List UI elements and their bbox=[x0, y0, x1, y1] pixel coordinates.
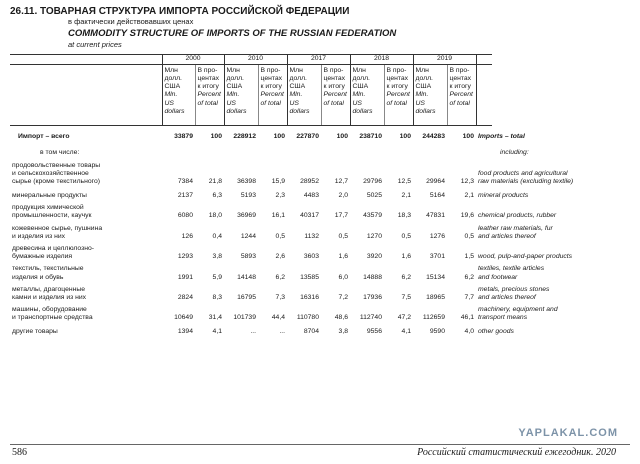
row-label-line: и изделия из них bbox=[12, 232, 66, 240]
value-percent: 0,5 bbox=[401, 232, 411, 240]
value-percent: 8,3 bbox=[212, 293, 222, 301]
unit-percent: В про- центах к итогу Percent of total bbox=[195, 65, 224, 126]
value-percent: 100 bbox=[336, 133, 348, 141]
table-row bbox=[10, 241, 492, 261]
row-label-line: древесина и целлюлозно- bbox=[12, 244, 95, 252]
unit-mln-usd: Млн долл. США Mln. US dollars bbox=[350, 65, 384, 126]
header-corner-units bbox=[10, 65, 162, 126]
row-label-ru bbox=[10, 158, 162, 187]
value-percent: 2,1 bbox=[464, 191, 474, 199]
value-percent: 2,6 bbox=[275, 253, 285, 261]
year-header: 2010 bbox=[224, 55, 287, 65]
value-mln-usd: 112659 bbox=[422, 314, 445, 322]
row-label-ru bbox=[10, 186, 162, 200]
row-label-ru bbox=[10, 302, 162, 322]
row-label-en-line: food products and agricultural bbox=[478, 169, 568, 177]
row-label-ru bbox=[10, 126, 162, 142]
import-structure-table bbox=[10, 54, 574, 336]
value-mln-usd: 3603 bbox=[303, 253, 319, 261]
value-mln-usd: 112740 bbox=[359, 314, 382, 322]
value-percent: 6,2 bbox=[275, 273, 285, 281]
row-label-en bbox=[476, 200, 557, 220]
value-mln-usd: 17936 bbox=[363, 293, 382, 301]
row-label-ru bbox=[10, 142, 162, 158]
row-label-en-line: and articles thereof bbox=[478, 232, 536, 240]
value-mln-usd: 43579 bbox=[363, 212, 382, 220]
value-mln-usd: 1991 bbox=[177, 273, 193, 281]
value-mln-usd: 8704 bbox=[303, 328, 319, 336]
table-row bbox=[10, 142, 492, 158]
table-title-en: COMMODITY STRUCTURE OF IMPORTS OF THE RUSSIAN FEDERATION bbox=[68, 28, 397, 39]
value-percent bbox=[447, 142, 476, 158]
year-header: 2017 bbox=[287, 55, 350, 65]
value-percent: 2,0 bbox=[338, 191, 348, 199]
value-percent: 1,6 bbox=[338, 253, 348, 261]
value-percent bbox=[258, 142, 287, 158]
value-mln-usd bbox=[413, 142, 447, 158]
row-label-en-line: transport means bbox=[478, 314, 528, 322]
watermark: YAPLAKAL.COM bbox=[518, 427, 618, 439]
row-label-line: текстиль, текстильные bbox=[12, 265, 84, 273]
value-mln-usd: 16316 bbox=[300, 293, 319, 301]
value-mln-usd: 10649 bbox=[174, 314, 193, 322]
row-label-en bbox=[476, 158, 574, 187]
value-percent: 0,5 bbox=[464, 232, 474, 240]
row-label-en-line: leather raw materials, fur bbox=[478, 224, 553, 232]
value-mln-usd: 244283 bbox=[422, 133, 445, 141]
table-row bbox=[10, 186, 492, 200]
row-label-en-line: metals, precious stones bbox=[478, 285, 550, 293]
value-mln-usd bbox=[350, 142, 384, 158]
row-label-en bbox=[476, 241, 573, 261]
row-label-line: Импорт – всего bbox=[18, 133, 70, 141]
row-label-en bbox=[476, 282, 550, 302]
table-row bbox=[10, 302, 492, 322]
row-label-en-line: raw materials (excluding textile) bbox=[478, 177, 574, 185]
value-percent: 5,9 bbox=[212, 273, 222, 281]
value-mln-usd: 29796 bbox=[363, 177, 382, 185]
value-percent: 18,3 bbox=[397, 212, 411, 220]
value-mln-usd: 40317 bbox=[300, 212, 319, 220]
table-title-ru: 26.11. ТОВАРНАЯ СТРУКТУРА ИМПОРТА РОССИЙСКОЙ ФЕДЕРАЦИИ bbox=[10, 6, 350, 17]
value-percent bbox=[384, 142, 413, 158]
value-mln-usd: 4483 bbox=[303, 191, 319, 199]
value-percent: 6,3 bbox=[212, 191, 222, 199]
value-percent: 7,3 bbox=[275, 293, 285, 301]
row-label-line: и сельскохозяйственное bbox=[12, 169, 89, 177]
row-label-ru bbox=[10, 261, 162, 281]
value-percent: 100 bbox=[273, 133, 285, 141]
value-percent: 3,8 bbox=[212, 253, 222, 261]
value-percent: 7,7 bbox=[464, 293, 474, 301]
row-label-en bbox=[476, 261, 545, 281]
value-percent bbox=[321, 142, 350, 158]
value-mln-usd: 16795 bbox=[237, 293, 256, 301]
value-mln-usd: 228912 bbox=[233, 133, 256, 141]
value-mln-usd: 33879 bbox=[174, 133, 193, 141]
row-label-line: продовольственные товары bbox=[12, 161, 101, 169]
row-label-ru bbox=[10, 220, 162, 240]
value-mln-usd: 3920 bbox=[366, 253, 382, 261]
header-corner bbox=[10, 55, 162, 65]
value-mln-usd: 9556 bbox=[366, 328, 382, 336]
value-mln-usd: ... bbox=[250, 328, 256, 336]
value-mln-usd: 36969 bbox=[237, 212, 256, 220]
row-label-line: бумажные изделия bbox=[12, 253, 73, 261]
row-label-en-line: chemical products, rubber bbox=[478, 212, 557, 220]
value-mln-usd: 238710 bbox=[359, 133, 382, 141]
row-label-line: другие товары bbox=[12, 328, 58, 336]
value-mln-usd: 5893 bbox=[240, 253, 256, 261]
row-label-line: изделия и обувь bbox=[12, 273, 64, 281]
row-label-en-line: Imports – total bbox=[478, 133, 525, 141]
value-percent: 100 bbox=[399, 133, 411, 141]
value-percent: ... bbox=[279, 328, 285, 336]
value-mln-usd: 36398 bbox=[237, 177, 256, 185]
book-title: Российский статистический ежегодник. 2020 bbox=[417, 447, 616, 458]
value-percent: 6,2 bbox=[464, 273, 474, 281]
year-header: 2019 bbox=[413, 55, 476, 65]
table-row bbox=[10, 220, 492, 240]
value-percent: 100 bbox=[210, 133, 222, 141]
table-subtitle-en: at current prices bbox=[68, 40, 122, 49]
value-mln-usd: 6080 bbox=[177, 212, 193, 220]
value-percent: 1,6 bbox=[401, 253, 411, 261]
row-label-en bbox=[476, 302, 558, 322]
value-mln-usd: 227870 bbox=[296, 133, 319, 141]
value-mln-usd: 110780 bbox=[296, 314, 319, 322]
footer-divider bbox=[10, 444, 630, 445]
row-label-line: промышленности, каучук bbox=[12, 212, 92, 220]
value-percent: 0,4 bbox=[212, 232, 222, 240]
unit-percent: В про- центах к итогу Percent of total bbox=[258, 65, 287, 126]
value-mln-usd: 1394 bbox=[177, 328, 193, 336]
unit-mln-usd: Млн долл. США Mln. US dollars bbox=[162, 65, 195, 126]
value-percent: 1,5 bbox=[464, 253, 474, 261]
value-mln-usd: 1293 bbox=[177, 253, 193, 261]
value-mln-usd: 5193 bbox=[240, 191, 256, 199]
value-percent: 4,1 bbox=[212, 328, 222, 336]
value-percent: 4,1 bbox=[401, 328, 411, 336]
value-percent: 46,1 bbox=[460, 314, 474, 322]
value-percent: 12,5 bbox=[397, 177, 411, 185]
value-mln-usd: 29964 bbox=[426, 177, 445, 185]
table-subtitle-ru: в фактически действовавших ценах bbox=[68, 17, 194, 26]
value-percent: 19,6 bbox=[460, 212, 474, 220]
row-label-line: камни и изделия из них bbox=[12, 293, 87, 301]
value-mln-usd: 1244 bbox=[240, 232, 256, 240]
value-mln-usd: 28952 bbox=[300, 177, 319, 185]
value-mln-usd: 18965 bbox=[426, 293, 445, 301]
header-units-end bbox=[476, 65, 492, 126]
row-label-en-line: textiles, textile articles bbox=[478, 265, 545, 273]
year-header: 2000 bbox=[162, 55, 224, 65]
value-percent: 12,3 bbox=[460, 177, 474, 185]
value-mln-usd: 2824 bbox=[177, 293, 193, 301]
row-label-line: продукция химической bbox=[12, 204, 84, 212]
value-percent: 7,5 bbox=[401, 293, 411, 301]
value-percent bbox=[195, 142, 224, 158]
row-label-en-line: machinery, equipment and bbox=[478, 306, 558, 314]
value-mln-usd: 14888 bbox=[363, 273, 382, 281]
value-mln-usd: 13585 bbox=[300, 273, 319, 281]
value-percent: 100 bbox=[462, 133, 474, 141]
value-percent: 0,5 bbox=[275, 232, 285, 240]
value-percent: 2,3 bbox=[275, 191, 285, 199]
row-label-line: и транспортные средства bbox=[12, 314, 93, 322]
unit-percent: В про- центах к итогу Percent of total bbox=[447, 65, 476, 126]
unit-percent: В про- центах к итогу Percent of total bbox=[384, 65, 413, 126]
row-label-line: кожевенное сырье, пушнина bbox=[12, 224, 103, 232]
row-label-ru bbox=[10, 282, 162, 302]
value-mln-usd: 101739 bbox=[233, 314, 256, 322]
row-label-line: минеральные продукты bbox=[12, 191, 87, 199]
row-label-en-line: and articles thereof bbox=[478, 293, 536, 301]
row-label-ru bbox=[10, 322, 162, 336]
value-percent: 47,2 bbox=[397, 314, 411, 322]
row-label-en bbox=[476, 322, 514, 336]
value-mln-usd: 5025 bbox=[366, 191, 382, 199]
row-label-en-line: and footwear bbox=[478, 273, 518, 281]
row-label-line: металлы, драгоценные bbox=[12, 285, 86, 293]
row-label-ru bbox=[10, 241, 162, 261]
value-mln-usd bbox=[287, 142, 321, 158]
row-label-en bbox=[476, 186, 529, 200]
value-percent: 7,2 bbox=[338, 293, 348, 301]
value-percent: 6,2 bbox=[401, 273, 411, 281]
row-label-line: сырье (кроме текстильного) bbox=[12, 177, 101, 185]
value-percent: 16,1 bbox=[271, 212, 285, 220]
year-header: 2018 bbox=[350, 55, 413, 65]
page-number: 586 bbox=[12, 447, 27, 458]
table-row bbox=[10, 126, 492, 142]
value-percent: 3,8 bbox=[338, 328, 348, 336]
table-row bbox=[10, 158, 492, 187]
row-label-en bbox=[476, 126, 525, 142]
value-percent: 31,4 bbox=[208, 314, 222, 322]
table-row bbox=[10, 261, 492, 281]
value-percent: 17,7 bbox=[334, 212, 348, 220]
value-mln-usd: 2137 bbox=[177, 191, 193, 199]
value-percent: 18,0 bbox=[208, 212, 222, 220]
row-label-en: including: bbox=[500, 149, 529, 157]
unit-percent: В про- центах к итогу Percent of total bbox=[321, 65, 350, 126]
value-mln-usd: 126 bbox=[181, 232, 193, 240]
value-mln-usd: 1276 bbox=[429, 232, 445, 240]
value-percent: 12,7 bbox=[334, 177, 348, 185]
value-percent: 21,8 bbox=[208, 177, 222, 185]
table-row bbox=[10, 200, 492, 220]
unit-mln-usd: Млн долл. США Mln. US dollars bbox=[224, 65, 258, 126]
row-label-ru bbox=[10, 200, 162, 220]
row-label-en bbox=[476, 220, 553, 240]
value-percent: 6,0 bbox=[338, 273, 348, 281]
row-label-line: машины, оборудование bbox=[12, 306, 87, 314]
value-mln-usd: 14148 bbox=[237, 273, 256, 281]
value-mln-usd: 15134 bbox=[426, 273, 445, 281]
value-percent: 44,4 bbox=[271, 314, 285, 322]
value-percent: 2,1 bbox=[401, 191, 411, 199]
value-mln-usd: 3701 bbox=[429, 253, 445, 261]
table-row bbox=[10, 322, 492, 336]
value-mln-usd: 1132 bbox=[304, 232, 319, 240]
row-label-en-line: other goods bbox=[478, 328, 514, 336]
row-label-en-line: wood, pulp-and-paper products bbox=[478, 253, 573, 261]
unit-mln-usd: Млн долл. США Mln. US dollars bbox=[287, 65, 321, 126]
value-percent: 0,5 bbox=[338, 232, 348, 240]
unit-mln-usd: Млн долл. США Mln. US dollars bbox=[413, 65, 447, 126]
value-mln-usd: 5164 bbox=[429, 191, 445, 199]
table-row bbox=[10, 282, 492, 302]
value-mln-usd bbox=[224, 142, 258, 158]
value-mln-usd: 47831 bbox=[426, 212, 445, 220]
row-label-en-line: mineral products bbox=[478, 191, 529, 199]
value-percent: 15,9 bbox=[271, 177, 285, 185]
header-corner-end bbox=[476, 55, 492, 65]
value-mln-usd: 9590 bbox=[429, 328, 445, 336]
value-percent: 48,6 bbox=[334, 314, 348, 322]
row-label-line: в том числе: bbox=[40, 149, 80, 157]
value-mln-usd bbox=[162, 142, 195, 158]
value-mln-usd: 7384 bbox=[177, 177, 193, 185]
value-percent: 4,0 bbox=[464, 328, 474, 336]
value-mln-usd: 1270 bbox=[366, 232, 382, 240]
